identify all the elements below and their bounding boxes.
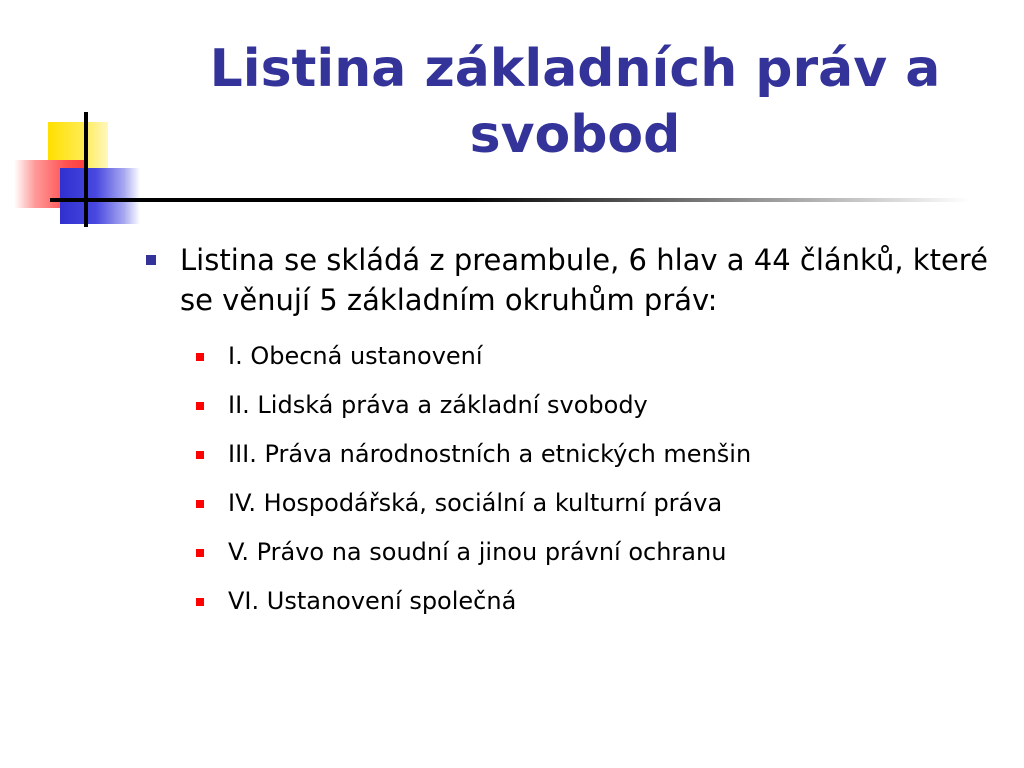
list-item	[140, 381, 1000, 430]
list-item	[140, 332, 1000, 381]
title-underline	[50, 198, 970, 202]
chapter-label: II. Lidská práva a základní svobody	[228, 391, 648, 419]
decorative-blue-square	[60, 168, 140, 224]
chapter-label: I. Obecná ustanovení	[228, 342, 483, 370]
chapter-label: V. Právo na soudní a jinou právní ochranu	[228, 538, 727, 566]
slide-title: Listina základních práv a svobod	[209, 39, 941, 165]
decorative-vertical-line	[84, 112, 88, 227]
square-bullet-icon	[196, 500, 204, 508]
square-bullet-icon	[146, 255, 156, 265]
list-item	[140, 528, 1000, 577]
square-bullet-icon	[196, 598, 204, 606]
chapter-label: III. Práva národnostních a etnických menšin	[228, 440, 752, 468]
chapter-label: VI. Ustanovení společná	[228, 587, 517, 615]
slide-content	[140, 240, 1000, 626]
chapter-list	[140, 332, 1000, 626]
list-item	[140, 479, 1000, 528]
square-bullet-icon	[196, 451, 204, 459]
main-bullet-point	[140, 240, 1000, 320]
square-bullet-icon	[196, 402, 204, 410]
list-item	[140, 577, 1000, 626]
square-bullet-icon	[196, 353, 204, 361]
list-item	[140, 430, 1000, 479]
main-bullet-text: Listina se skládá z preambule, 6 hlav a 44 článků, které se věnují 5 základním okruhům práv:	[180, 243, 988, 317]
chapter-label: IV. Hospodářská, sociální a kulturní práva	[228, 489, 723, 517]
square-bullet-icon	[196, 549, 204, 557]
